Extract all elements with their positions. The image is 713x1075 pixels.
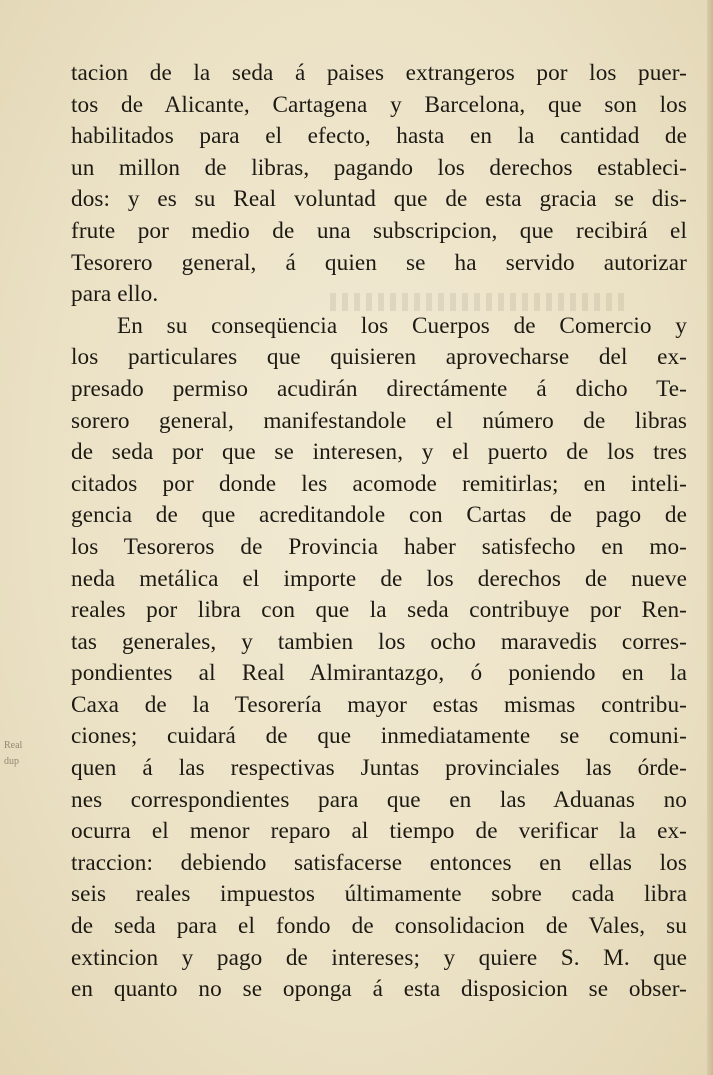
text-line: quen á las respectivas Juntas provinciales las órde- [71,755,687,782]
text-line: citados por donde les acomode remitirlas; en inteli- [71,470,687,497]
text-line: en quanto no se oponga á esta disposicion se obser- [71,976,687,1003]
text-line: traccion: debiendo satisfacerse entonces en ellas los [71,849,687,876]
margin-note: dup [4,756,19,767]
text-line: extincion y pago de intereses; y quiere S. M. que [71,944,687,971]
text-line: tacion de la seda á paises extrangeros por los puer- [71,60,687,86]
text-line: seis reales impuestos últimamente sobre cada libra [71,881,687,908]
text-line: presado permiso acudirán directámente á dicho Te- [71,375,687,402]
text-line: reales por libra con que la seda contribuye por Ren- [71,597,687,624]
text-line: neda metálica el importe de los derechos de nueve [71,565,687,592]
text-line: ciones; cuidará de que inmediatamente se comuni- [71,723,687,750]
text-line: los particulares que quisieren aprovecharse del ex- [71,344,687,371]
margin-note: Real [4,740,23,751]
text-line: los Tesoreros de Provincia haber satisfecho en mo- [71,533,687,560]
text-line: habilitados para el efecto, hasta en la cantidad de [71,123,687,150]
text-line: de seda para el fondo de consolidacion de Vales, su [71,913,687,940]
text-line: de seda por que se interesen, y el puerto de los tres [71,439,687,466]
text-line: sorero general, manifestandole el número de libras [71,407,687,434]
text-line: En su conseqüencia los Cuerpos de Comercio y [117,312,687,339]
text-line: gencia de que acreditandole con Cartas de pago de [71,502,687,529]
body-text [71,58,687,1006]
text-line: Caxa de la Tesorería mayor estas mismas contribu- [71,691,687,718]
text-line: pondientes al Real Almirantazgo, ó poniendo en la [71,660,687,687]
text-line: Tesorero general, á quien se ha servido autorizar [71,249,687,276]
page-edge [707,0,713,1075]
text-line: nes correspondientes para que en las Aduanas no [71,786,687,813]
text-line: dos: y es su Real voluntad que de esta gracia se dis- [71,186,687,213]
text-line: frute por medio de una subscripcion, que recibirá el [71,217,687,244]
text-line: tas generales, y tambien los ocho maravedis corres- [71,628,687,655]
text-line: para ello. [71,281,159,308]
text-line: un millon de libras, pagando los derechos estableci- [71,154,687,181]
text-line: ocurra el menor reparo al tiempo de verificar la ex- [71,818,687,845]
text-line: tos de Alicante, Cartagena y Barcelona, que son los [71,91,687,118]
